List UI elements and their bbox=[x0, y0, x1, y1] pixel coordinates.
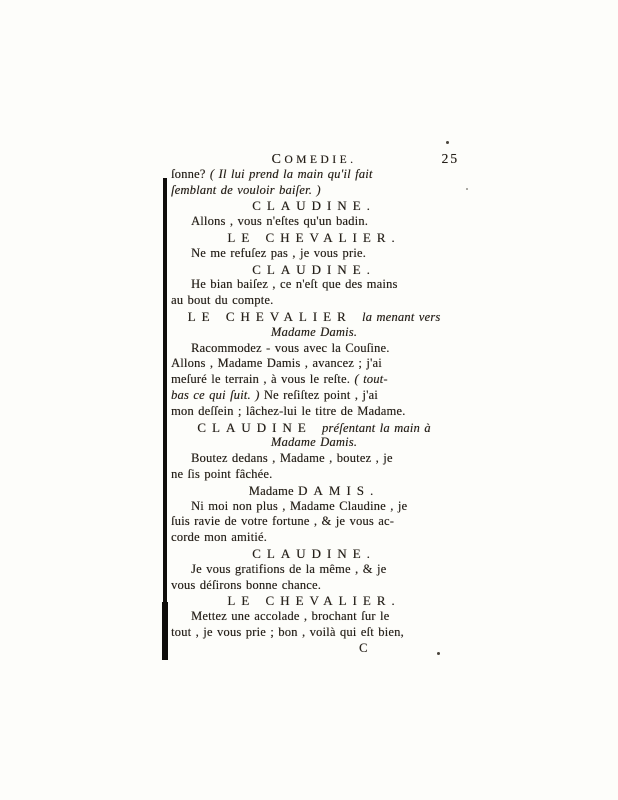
running-header bbox=[171, 151, 457, 167]
character-name: LE CHEVALIER. bbox=[227, 229, 401, 245]
text-line bbox=[171, 625, 457, 641]
dialogue-text: vous déſirons bonne chance. bbox=[171, 577, 322, 592]
dialogue-text: corde mon amitié. bbox=[171, 530, 267, 545]
character-name: CLAUDINE. bbox=[252, 198, 376, 214]
text-line bbox=[171, 467, 457, 483]
dialogue-text: Ne reſiſtez point , j'ai bbox=[263, 387, 378, 402]
character-name: LE CHEVALIER. bbox=[227, 593, 401, 609]
text-line bbox=[171, 451, 457, 467]
text-line bbox=[171, 309, 457, 325]
dialogue-text: ſuis ravie de votre fortune , & je vous ac- bbox=[171, 514, 395, 529]
header-title: COMEDIE. bbox=[271, 152, 357, 167]
text-line bbox=[171, 262, 457, 278]
character-name: CLAUDINE. bbox=[252, 545, 376, 561]
text-line bbox=[171, 167, 457, 183]
text-line bbox=[171, 356, 457, 372]
dialogue-text: Boutez dedans , Madame , boutez , je bbox=[191, 451, 393, 466]
text-block bbox=[171, 151, 457, 657]
dialogue-text: mon deſſein ; lâchez-lui le titre de Madame. bbox=[171, 403, 406, 418]
dialogue-text: He bian baiſez , ce n'eſt que des mains bbox=[191, 277, 398, 292]
gutter-rule bbox=[163, 178, 167, 660]
text-line bbox=[171, 593, 457, 609]
dialogue-text: Allons , vous n'eſtes qu'un badin. bbox=[191, 214, 369, 229]
text-lines bbox=[171, 167, 457, 657]
text-line bbox=[171, 578, 457, 594]
text-line bbox=[171, 183, 457, 199]
text-line bbox=[171, 514, 457, 530]
text-line bbox=[171, 214, 457, 230]
stage-direction: la menant vers bbox=[361, 309, 441, 324]
character-name: LE CHEVALIER bbox=[187, 308, 362, 324]
dialogue-text: C bbox=[359, 640, 368, 655]
text-line bbox=[171, 230, 457, 246]
stage-direction: bas ce qui ſuit. ) bbox=[171, 387, 264, 402]
ink-speck bbox=[446, 141, 449, 144]
dialogue-text: au bout du compte. bbox=[171, 293, 274, 308]
character-name: CLAUDINE. bbox=[252, 261, 376, 277]
text-line bbox=[171, 372, 457, 388]
dialogue-text: tout , je vous prie ; bon , voilà qui eſt bien, bbox=[171, 624, 404, 639]
text-line bbox=[171, 562, 457, 578]
text-line bbox=[171, 546, 457, 562]
stage-direction: ( Il lui prend la main qu'il fait bbox=[209, 166, 373, 181]
text-line bbox=[171, 530, 457, 546]
text-line bbox=[171, 325, 457, 341]
text-line bbox=[171, 609, 457, 625]
text-line bbox=[171, 420, 457, 436]
text-line bbox=[171, 341, 457, 357]
character-name: CLAUDINE bbox=[197, 419, 322, 435]
dialogue-text: ſonne? bbox=[171, 166, 210, 181]
signature-mark bbox=[171, 641, 457, 657]
text-line bbox=[171, 388, 457, 404]
text-line bbox=[171, 198, 457, 214]
dialogue-text: Mettez une accolade , brochant ſur le bbox=[191, 609, 390, 624]
dialogue-text: Je vous gratifions de la même , & je bbox=[191, 561, 387, 576]
text-line bbox=[171, 483, 457, 499]
stage-direction: ( tout- bbox=[354, 372, 388, 387]
text-line bbox=[171, 435, 457, 451]
text-line bbox=[171, 404, 457, 420]
ink-speck bbox=[466, 188, 468, 190]
dialogue-text: Madame bbox=[248, 483, 299, 498]
character-name: DAMIS. bbox=[298, 482, 380, 498]
stage-direction: préſentant la main à bbox=[321, 420, 431, 435]
text-line bbox=[171, 499, 457, 515]
stage-direction: Madame Damis. bbox=[270, 435, 358, 450]
text-line bbox=[171, 246, 457, 262]
dialogue-text: Allons , Madame Damis , avancez ; j'ai bbox=[171, 356, 382, 371]
page-number: 25 bbox=[441, 151, 459, 166]
stage-direction: Madame Damis. bbox=[270, 324, 358, 339]
dialogue-text: Ni moi non plus , Madame Claudine , je bbox=[191, 498, 408, 513]
stage-direction: ſemblant de vouloir baiſer. ) bbox=[171, 182, 321, 197]
text-line bbox=[171, 277, 457, 293]
dialogue-text: Racommodez - vous avec la Couſine. bbox=[191, 340, 390, 355]
text-line bbox=[171, 293, 457, 309]
dialogue-text: Ne me refuſez pas , je vous prie. bbox=[191, 245, 366, 260]
dialogue-text: meſuré le terrain , à vous le reſte. bbox=[171, 372, 355, 387]
dialogue-text: ne ſis point fâchée. bbox=[171, 466, 273, 481]
ink-speck bbox=[437, 652, 440, 655]
